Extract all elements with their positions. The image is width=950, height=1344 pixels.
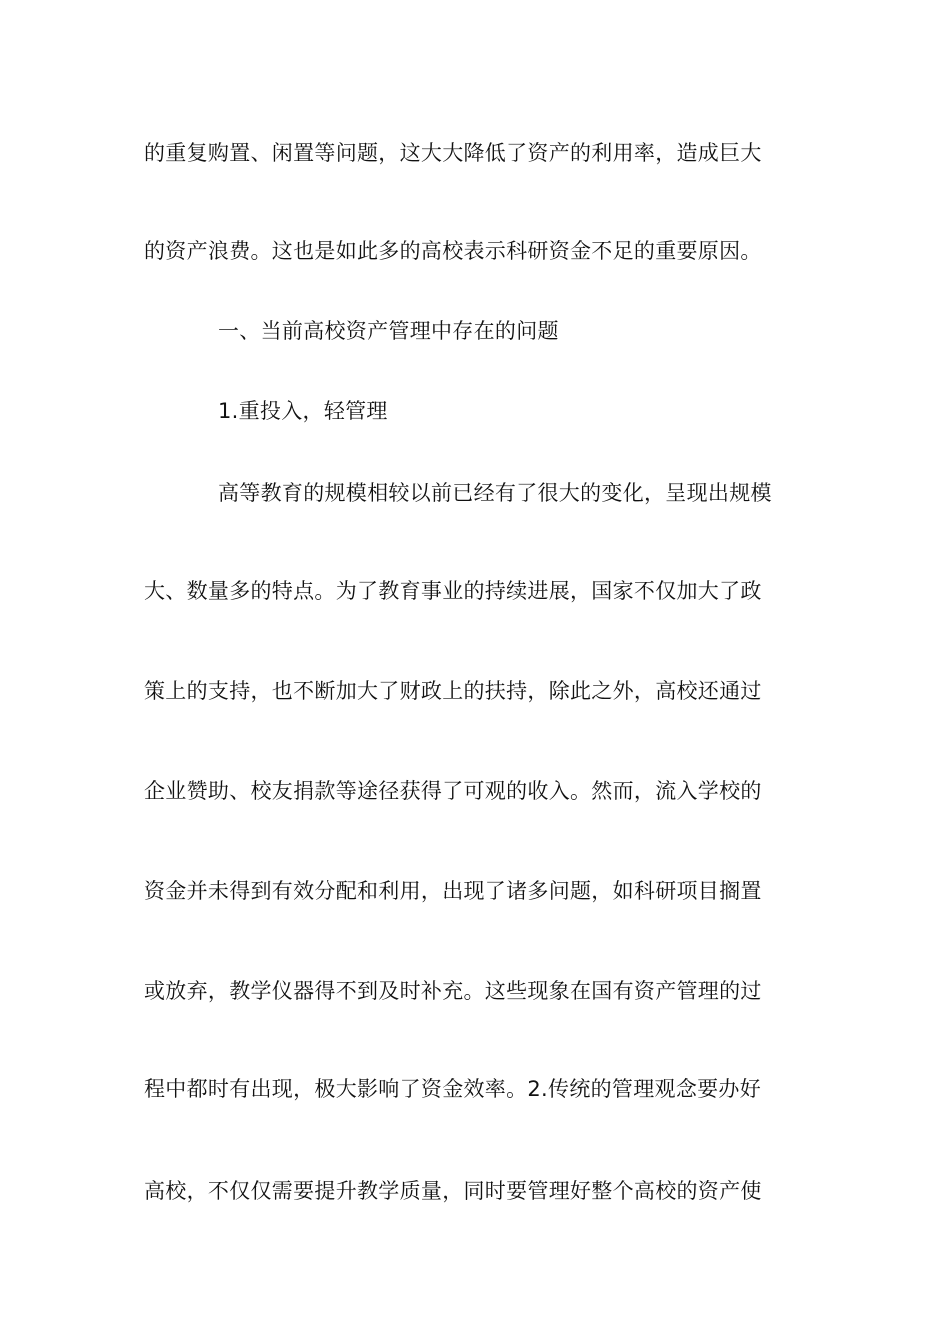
section-heading: 一、当前高校资产管理中存在的问题 — [218, 319, 559, 343]
paragraph-line: 策上的支持，也不断加大了财政上的扶持，除此之外，高校还通过 — [144, 679, 762, 703]
paragraph-line: 大、数量多的特点。为了教育事业的持续进展，国家不仅加大了政 — [144, 579, 762, 603]
paragraph-line: 程中都时有出现，极大影响了资金效率。2.传统的管理观念要办好 — [144, 1077, 762, 1101]
paragraph-line: 企业赞助、校友捐款等途径获得了可观的收入。然而，流入学校的 — [144, 779, 762, 803]
subsection-heading: 1.重投入，轻管理 — [218, 399, 388, 423]
paragraph-line: 高等教育的规模相较以前已经有了很大的变化，呈现出规模 — [218, 481, 772, 505]
paragraph-line: 资金并未得到有效分配和利用，出现了诸多问题，如科研项目搁置 — [144, 879, 762, 903]
paragraph-line: 或放弃，教学仪器得不到及时补充。这些现象在国有资产管理的过 — [144, 979, 762, 1003]
paragraph-line: 的重复购置、闲置等问题，这大大降低了资产的利用率，造成巨大 — [144, 141, 762, 165]
paragraph-line: 高校，不仅仅需要提升教学质量，同时要管理好整个高校的资产使 — [144, 1179, 762, 1203]
paragraph-line: 的资产浪费。这也是如此多的高校表示科研资金不足的重要原因。 — [144, 239, 762, 263]
